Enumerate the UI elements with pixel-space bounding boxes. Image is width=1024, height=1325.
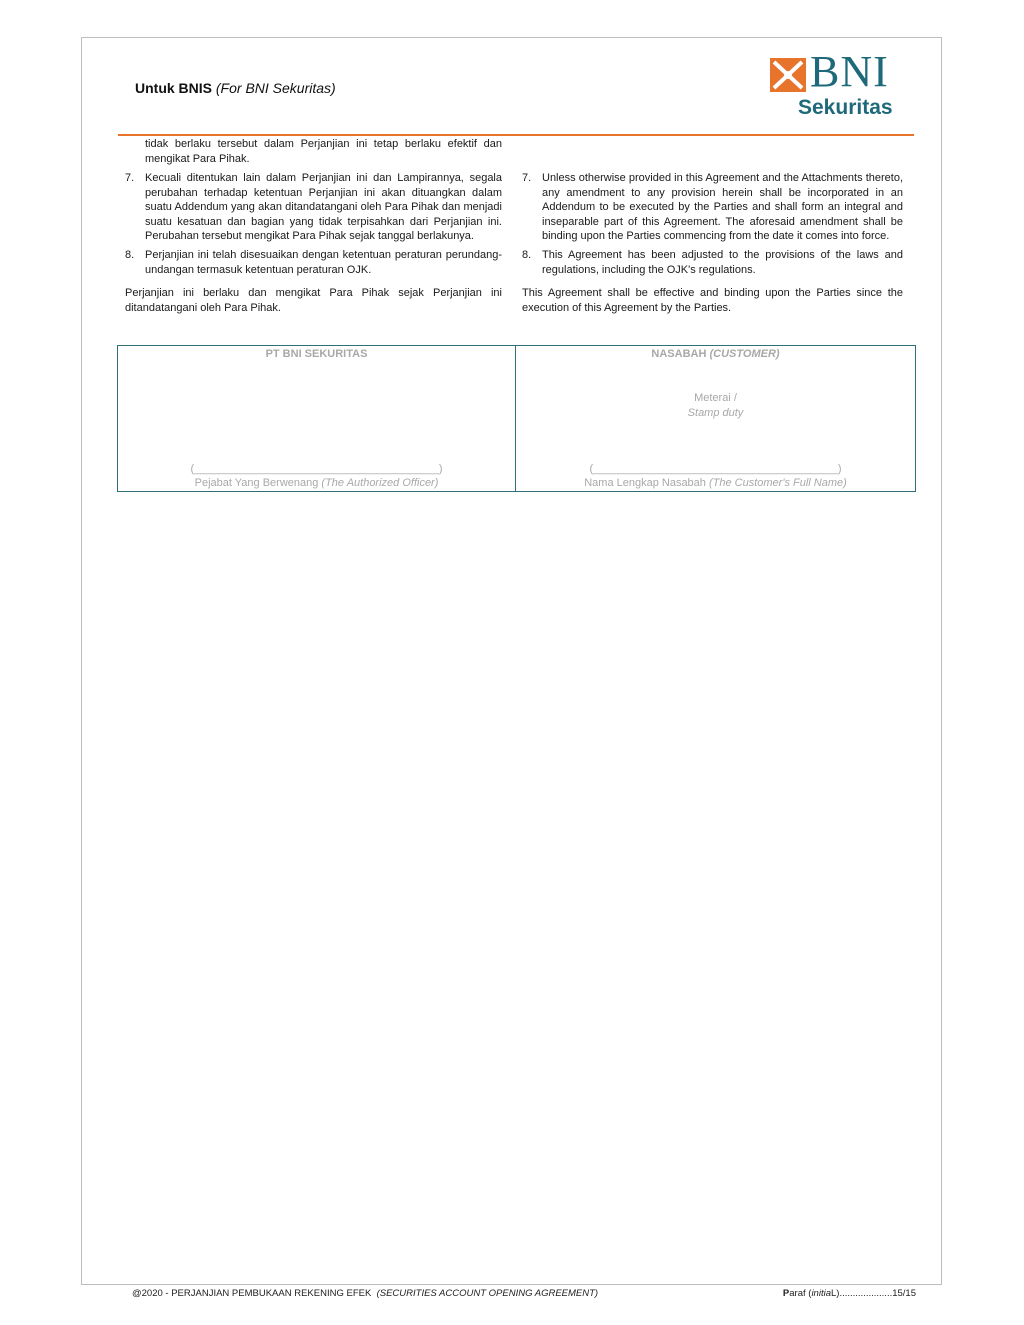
page-number: ....................15/15 — [839, 1288, 916, 1299]
clause-text: Perjanjian ini telah disesuaikan dengan ketentuan peraturan perundang-undangan termasuk ketentuan peraturan OJK. — [145, 249, 502, 276]
footer-title-en: (SECURITIES ACCOUNT OPENING AGREEMENT) — [376, 1288, 599, 1299]
footer-title: @2020 - PERJANJIAN PEMBUKAAN REKENING EFEK — [132, 1288, 372, 1299]
closing-text: Perjanjian ini berlaku dan mengikat Para Pihak sejak Perjanjian ini ditandatangani oleh Para Pihak. — [125, 287, 502, 314]
caption-id: Pejabat Yang Berwenang — [194, 477, 319, 489]
caption-en: (The Authorized Officer) — [321, 477, 439, 489]
stamp-en: Stamp duty — [687, 406, 744, 419]
signature-table — [117, 345, 916, 492]
clause-number: 7. — [522, 172, 532, 184]
stamp-duty-placeholder — [516, 391, 915, 420]
header-title-bold: Untuk BNIS — [135, 80, 212, 96]
customer-title — [516, 348, 915, 360]
bni-sekuritas-logo — [770, 47, 900, 122]
customer-title-en: (CUSTOMER) — [709, 348, 780, 360]
left-clause-7 — [125, 171, 502, 244]
paraf-label: araf ( — [789, 1288, 812, 1299]
clause-number: 8. — [125, 249, 135, 261]
page-header-title — [135, 80, 336, 96]
paraf-italic: initia — [811, 1288, 831, 1299]
page-footer-title — [132, 1288, 598, 1299]
company-signature-line[interactable]: (________________________________________) — [190, 463, 443, 475]
caption-en: (The Customer's Full Name) — [708, 477, 847, 489]
closing-text: This Agreement shall be effective and binding upon the Parties since the execution of this Agreement by the Parties. — [522, 287, 903, 314]
paraf-initial: P — [782, 1288, 790, 1299]
left-column-continuation — [125, 137, 502, 166]
right-clause-7 — [522, 171, 903, 244]
clause-text: Kecuali ditentukan lain dalam Perjanjian ini dan Lampirannya, segala perubahan terhadap ketentuan Perjanjian ini akan dituangkan dalam suatu Addendum yang akan ditandatangani oleh Para Pihak dan menjadi suatu kesatuan dan bagian yang tidak terpisahkan dari Perjanjian ini. Perubahan tersebut mengikat Para Pihak sejak tanggal berlakunya. — [145, 172, 502, 242]
clause-text: Unless otherwise provided in this Agreement and the Attachments thereto, any amendment to any provision herein shall be incorporated in an Addendum to be executed by the Parties and shall form an integral and inseparable part of this Agreement. The aforesaid amendment shall be binding upon the Parties commencing from the date it comes into force. — [542, 172, 903, 242]
customer-signature-line[interactable]: (________________________________________) — [589, 463, 842, 475]
signature-cell-customer — [516, 346, 915, 491]
right-clause-8 — [522, 248, 903, 277]
left-closing — [125, 286, 502, 315]
paraf-close: L) — [830, 1288, 840, 1299]
right-closing — [522, 286, 903, 315]
header-title-italic: (For BNI Sekuritas) — [215, 80, 336, 96]
continuation-text: tidak berlaku tersebut dalam Perjanjian ini tetap berlaku efektif dan mengikat Para Pihak. — [145, 138, 502, 165]
logo-sub-text: Sekuritas — [798, 96, 893, 119]
bni-logo-mark-icon — [770, 58, 806, 92]
customer-title-id: NASABAH — [651, 348, 707, 360]
header-divider — [118, 134, 914, 136]
clause-text: This Agreement has been adjusted to the provisions of the laws and regulations, including the OJK's regulations. — [542, 249, 903, 276]
company-title: PT BNI SEKURITAS — [265, 348, 368, 360]
page-footer-paraf — [783, 1288, 916, 1299]
signature-cell-company — [118, 346, 516, 491]
clause-number: 7. — [125, 172, 135, 184]
clause-number: 8. — [522, 249, 532, 261]
logo-brand-text: BNI — [810, 47, 889, 96]
left-clause-8 — [125, 248, 502, 277]
caption-id: Nama Lengkap Nasabah — [584, 477, 706, 489]
customer-signature-caption — [516, 477, 915, 489]
company-signature-caption — [118, 477, 515, 489]
stamp-id: Meterai / — [694, 392, 737, 404]
